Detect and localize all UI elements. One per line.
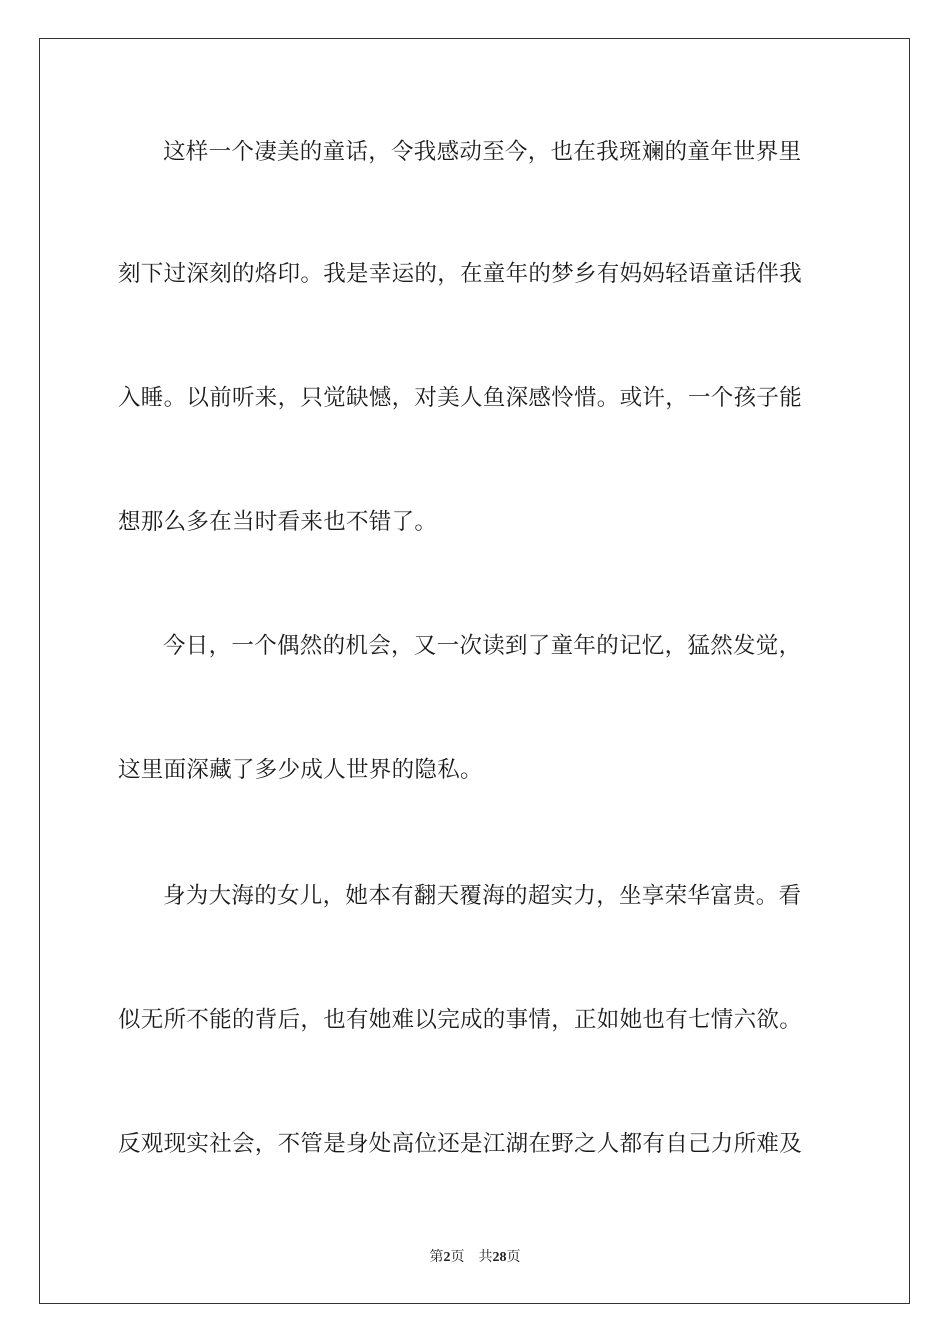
total-prefix: 共	[478, 1250, 493, 1265]
paragraph-1-line-3: 入睡。以前听来，只觉缺憾，对美人鱼深感怜惜。或许，一个孩子能	[118, 385, 803, 411]
page-footer	[0, 1246, 950, 1266]
paragraph-3-line-3: 反观现实社会，不管是身处高位还是江湖在野之人都有自己力所难及	[118, 1131, 803, 1157]
paragraph-2-line-2: 这里面深藏了多少成人世界的隐私。	[118, 757, 483, 783]
paragraph-1-line-4: 想那么多在当时看来也不错了。	[118, 509, 438, 535]
page-prefix: 第	[429, 1250, 444, 1265]
total-pages: 28	[492, 1250, 507, 1265]
page-suffix: 页	[450, 1250, 465, 1265]
paragraph-1-line-2: 刻下过深刻的烙印。我是幸运的，在童年的梦乡有妈妈轻语童话伴我	[118, 261, 803, 287]
page-number: 2	[443, 1250, 451, 1265]
total-suffix: 页	[506, 1250, 521, 1265]
paragraph-3-line-2: 似无所不能的背后，也有她难以完成的事情，正如她也有七情六欲。	[118, 1007, 803, 1033]
page-border	[39, 38, 910, 1304]
paragraph-3-line-1: 身为大海的女儿，她本有翻天覆海的超实力，坐享荣华富贵。看	[163, 883, 802, 909]
paragraph-1-line-1: 这样一个凄美的童话，令我感动至今，也在我斑斓的童年世界里	[163, 139, 802, 165]
paragraph-2-line-1: 今日，一个偶然的机会，又一次读到了童年的记忆，猛然发觉，	[163, 633, 802, 659]
